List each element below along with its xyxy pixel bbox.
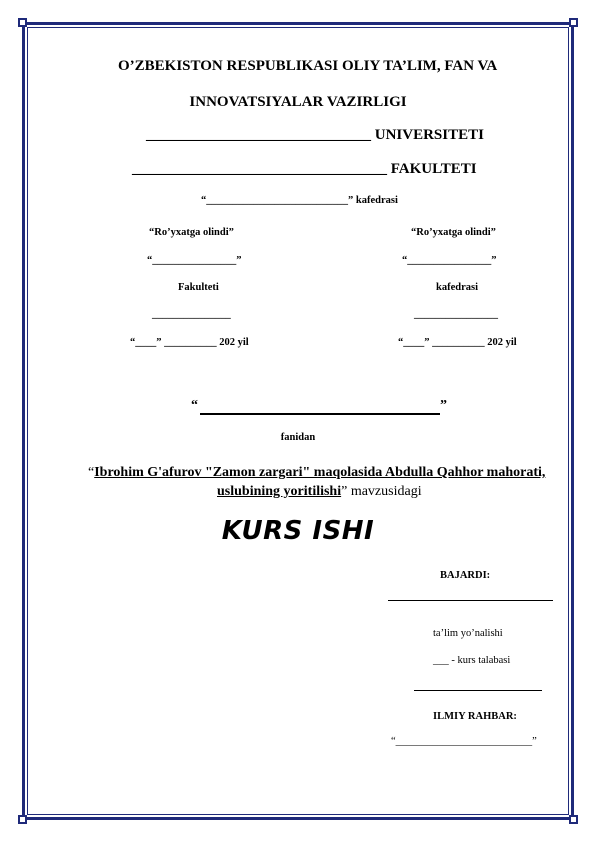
fanidan-label: fanidan <box>280 432 316 443</box>
frame-corner-bl <box>18 815 27 824</box>
subject-blank-line <box>200 413 440 415</box>
right-signature-line: ________________ <box>414 309 498 320</box>
bajardi-label: BAJARDI: <box>440 570 491 581</box>
left-faculty-label: Fakulteti <box>178 282 219 293</box>
direction-label: ta’lim yo’nalishi <box>433 628 503 639</box>
university-line: ______________________________ UNIVERSITETI <box>146 127 484 143</box>
frame-corner-tr <box>569 18 578 27</box>
student-name-line <box>414 690 542 691</box>
left-date-line: “____” __________ 202 yil <box>130 337 249 348</box>
topic-title-part-1: Ibrohim G'afurov "Zamon zargari" maqolasida Abdulla Qahhor mahorati, <box>94 465 546 480</box>
faculty-line: __________________________________ FAKULTETI <box>132 161 477 177</box>
topic-line-2 <box>217 484 422 500</box>
left-signature-line: _______________ <box>152 309 231 320</box>
right-date-line: “____” __________ 202 yil <box>398 337 517 348</box>
topic-open-quote: “ <box>88 465 95 480</box>
ministry-line-2: INNOVATSIYALAR VAZIRLIGI <box>189 94 407 110</box>
supervisor-label: ILMIY RAHBAR: <box>433 711 517 722</box>
topic-close-quote: ” <box>341 484 348 499</box>
author-name-line <box>388 600 553 601</box>
subject-close-quote: ” <box>440 398 447 413</box>
frame-corner-br <box>569 815 578 824</box>
left-registered-blank: “________________” <box>147 255 242 266</box>
topic-suffix: mavzusidagi <box>347 484 422 499</box>
page-border-inner <box>27 27 569 815</box>
frame-corner-tl <box>18 18 27 27</box>
right-registered-blank: “________________” <box>402 255 497 266</box>
left-registered-label: “Ro’yxatga olindi” <box>149 227 234 238</box>
right-registered-label: “Ro’yxatga olindi” <box>411 227 496 238</box>
subject-open-quote: “ <box>191 398 198 413</box>
department-line: “___________________________” kafedrasi <box>201 195 398 206</box>
right-department-label: kafedrasi <box>436 282 478 293</box>
topic-line-1 <box>88 465 545 481</box>
ministry-line-1: O’ZBEKISTON RESPUBLIKASI OLIY TA’LIM, FAN VA <box>118 58 498 74</box>
supervisor-name-line: “__________________________” <box>391 736 537 747</box>
topic-title-part-2: uslubining yoritilishi <box>217 484 342 499</box>
work-type-title: KURS ISHI <box>221 516 375 546</box>
course-label: ___ - kurs talabasi <box>433 655 511 666</box>
